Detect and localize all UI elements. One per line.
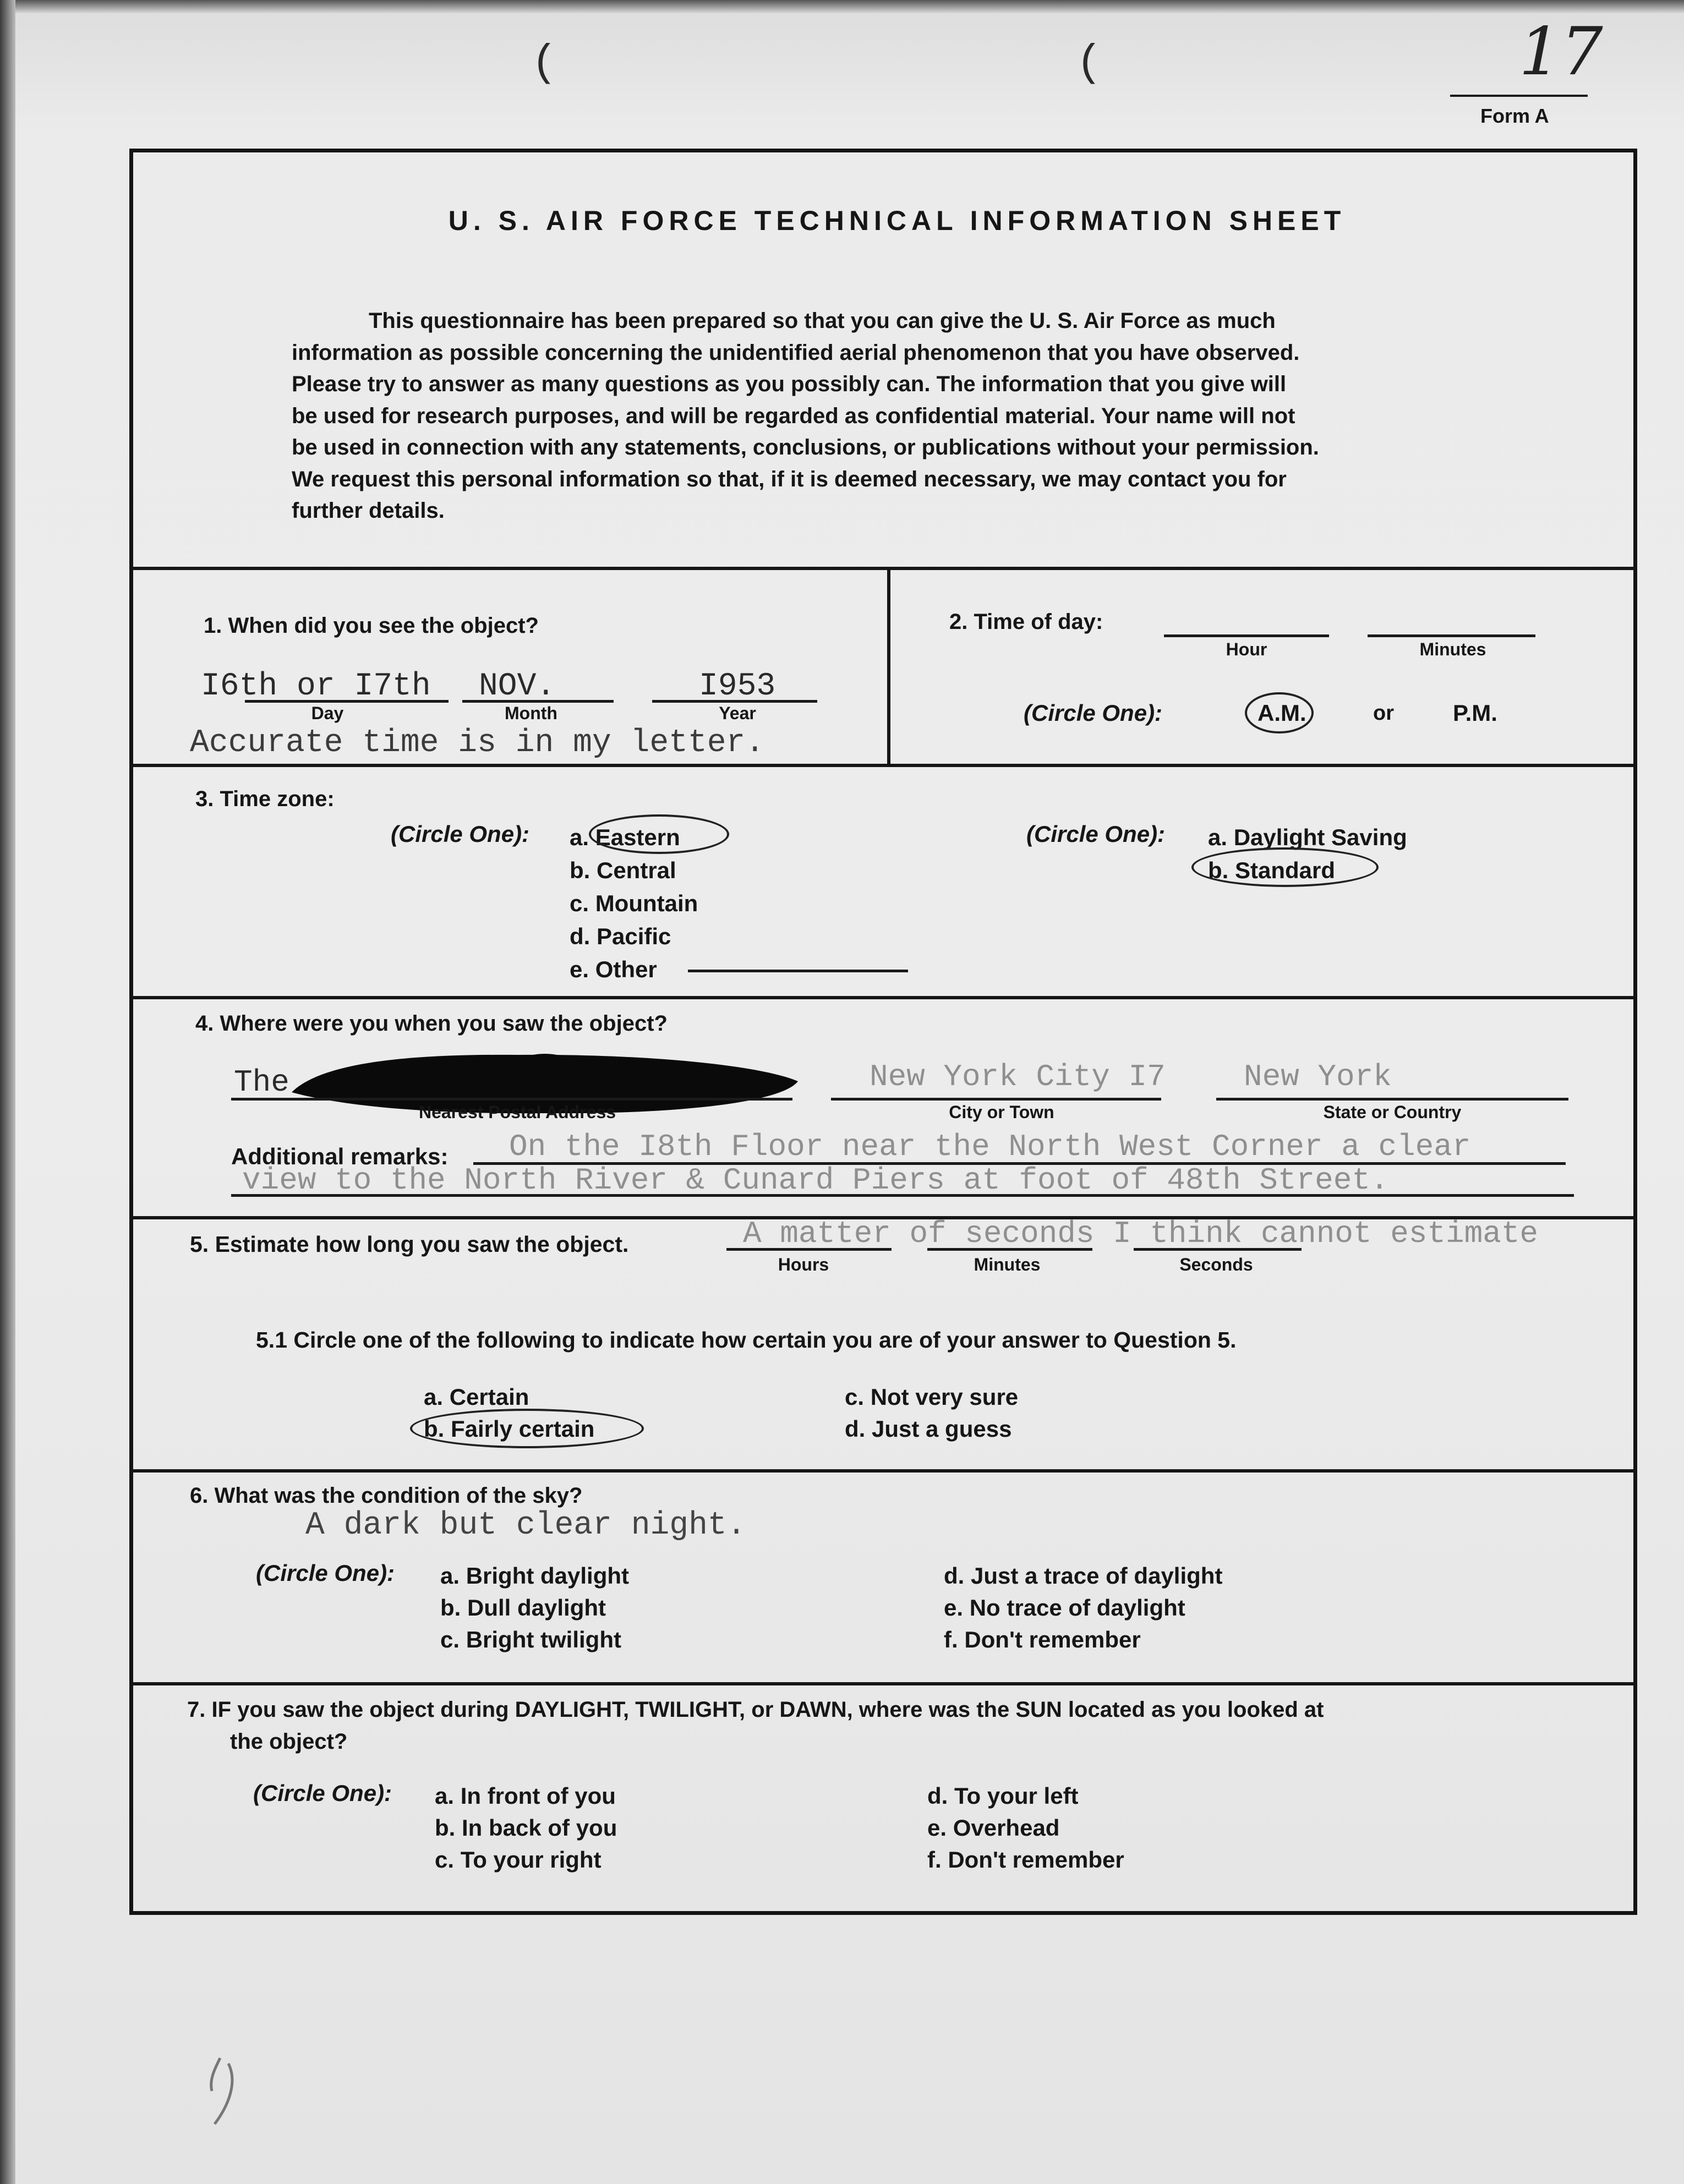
intro-line: be used for research purposes, and will be regarded as confidential material. Your name will not [292, 403, 1295, 428]
q7-option-overhead: e. Overhead [927, 1815, 1060, 1841]
q4-address-value: The [234, 1065, 289, 1100]
q1-note: Accurate time is in my letter. [190, 725, 765, 761]
scan-edge-left [0, 0, 15, 2184]
intro-line: information as possible concerning the unidentified aerial phenomenon that you have observed. [292, 340, 1300, 365]
q2-minutes-line [1368, 634, 1535, 637]
q7-options-right [927, 1780, 1124, 1876]
q1-question: 1. When did you see the object? [204, 614, 539, 638]
q2-hour-label: Hour [1226, 639, 1267, 659]
handwritten-page-number: 17 [1519, 14, 1603, 90]
q6-option-bright-daylight: a. Bright daylight [440, 1563, 630, 1589]
q3-circle-one-right: (Circle One): [1026, 821, 1166, 847]
handwritten-scribble [198, 2047, 264, 2130]
intro-paragraph [292, 305, 1480, 527]
q5-seconds-label: Seconds [1179, 1255, 1253, 1274]
divider-q6 [129, 1682, 1637, 1685]
q4-state-value: New York [1244, 1059, 1392, 1094]
intro-line: This questionnaire has been prepared so that you can give the U. S. Air Force as much [369, 309, 1276, 333]
q6-circle-one: (Circle One): [256, 1560, 395, 1586]
q1-month-value: NOV. [479, 669, 556, 704]
q4-question: 4. Where were you when you saw the object? [195, 1011, 668, 1036]
q4-address-label: Nearest Postal Address [418, 1102, 616, 1122]
q3-option-mountain: c. Mountain [570, 890, 698, 916]
q1-month-label: Month [505, 703, 557, 723]
q5-minutes-line [927, 1248, 1092, 1251]
q7-option-in-front: a. In front of you [435, 1783, 616, 1809]
q1-year-value: I953 [699, 669, 776, 704]
q3-option-eastern: a. Eastern [570, 824, 680, 850]
intro-line: further details. [292, 499, 445, 523]
intro-line: Please try to answer as many questions as you possibly can. The information that you give will [292, 372, 1287, 396]
margin-mark-right: ( [1076, 39, 1103, 89]
form-label: Form A [1480, 105, 1549, 127]
q3-question: 3. Time zone: [195, 787, 335, 811]
scan-edge-top [0, 0, 1684, 13]
q4-city-value: New York City I7 [870, 1059, 1166, 1094]
q4-city-label: City or Town [949, 1102, 1054, 1122]
q2-am-option: A.M. [1257, 700, 1306, 726]
q2-am-circle [1245, 692, 1314, 734]
q3-option-pacific: d. Pacific [570, 923, 671, 949]
q5-question: 5. Estimate how long you saw the object. [190, 1231, 629, 1257]
q4-remarks-line1: On the I8th Floor near the North West Corner a clear [509, 1129, 1471, 1164]
q7-question-line1: 7. IF you saw the object during DAYLIGHT, TWILIGHT, or DAWN, where was the SUN located as you looked at [187, 1698, 1324, 1722]
margin-mark-left: ( [531, 39, 558, 89]
q1-year-label: Year [719, 703, 756, 723]
q2-circle-one: (Circle One): [1024, 700, 1163, 726]
intro-line: be used in connection with any statements, conclusions, or publications without your permission. [292, 435, 1319, 459]
q6-option-dont-remember: f. Don't remember [944, 1627, 1141, 1652]
page-number-underline [1450, 95, 1588, 97]
q5-hours-label: Hours [778, 1255, 829, 1274]
q6-option-bright-twilight: c. Bright twilight [440, 1627, 621, 1652]
q5-answer: A matter of seconds I think cannot estimate [743, 1216, 1539, 1251]
q7-options-left [435, 1780, 617, 1876]
q6-question: 6. What was the condition of the sky? [190, 1484, 583, 1508]
q6-options-left [440, 1560, 629, 1656]
q6-option-dull-daylight: b. Dull daylight [440, 1595, 606, 1621]
q7-option-in-back: b. In back of you [435, 1815, 617, 1841]
q2-hour-line [1164, 634, 1329, 637]
q3-standard-circle [1191, 847, 1379, 887]
q6-options-right [944, 1560, 1222, 1656]
q6-option-trace-daylight: d. Just a trace of daylight [944, 1563, 1223, 1589]
q3-option-standard: b. Standard [1208, 857, 1336, 883]
q7-question [187, 1694, 1324, 1758]
divider-q5 [129, 1469, 1637, 1473]
q2-or: or [1373, 702, 1394, 725]
q3-option-central: b. Central [570, 857, 676, 883]
q7-option-left: d. To your left [927, 1783, 1079, 1809]
q3-eastern-circle [589, 814, 729, 854]
q6-option-no-trace: e. No trace of daylight [944, 1595, 1185, 1621]
q2-pm-option: P.M. [1453, 700, 1497, 726]
q4-remarks-underline-2 [231, 1194, 1574, 1197]
q7-question-line2: the object? [230, 1729, 348, 1754]
q4-state-line [1216, 1098, 1568, 1101]
q51-option-not-very-sure: c. Not very sure [845, 1384, 1019, 1410]
q5-hours-line [726, 1248, 892, 1251]
q3-option-other: e. Other [570, 956, 657, 982]
q1-day-label: Day [311, 703, 344, 723]
q51-option-just-a-guess: d. Just a guess [845, 1416, 1012, 1442]
q1-day-line [245, 700, 449, 703]
q6-answer: A dark but clear night. [305, 1508, 746, 1543]
q3-other-line [688, 970, 908, 972]
q5-minutes-label: Minutes [974, 1255, 1041, 1274]
form-title: U. S. AIR FORCE TECHNICAL INFORMATION SHEET [448, 205, 1346, 236]
q1-year-line [652, 700, 817, 703]
q4-remarks-label: Additional remarks: [231, 1143, 449, 1169]
q5-seconds-line [1134, 1248, 1302, 1251]
q1-month-line [462, 700, 614, 703]
q51-question: 5.1 Circle one of the following to indicate how certain you are of your answer to Question 5. [256, 1327, 1237, 1353]
q4-address-line [231, 1098, 792, 1101]
q4-remarks-line2: view to the North River & Cunard Piers at foot of 48th Street. [242, 1163, 1389, 1198]
divider-q3 [129, 996, 1637, 999]
q1-day-value: I6th or I7th [201, 669, 431, 704]
q51-fairly-certain-circle [410, 1409, 644, 1448]
q4-state-label: State or Country [1323, 1102, 1462, 1122]
divider-q2 [129, 764, 1637, 767]
intro-line: We request this personal information so that, if it is deemed necessary, we may contact you for [292, 467, 1287, 491]
q2-minutes-label: Minutes [1419, 639, 1486, 659]
q2-question: 2. Time of day: [949, 610, 1103, 634]
q3-option-daylight-saving: a. Daylight Saving [1208, 824, 1407, 850]
divider-q1-q2 [887, 567, 890, 765]
q7-circle-one: (Circle One): [253, 1780, 392, 1806]
divider-intro [129, 567, 1637, 570]
q7-option-dont-remember: f. Don't remember [927, 1847, 1124, 1873]
q51-option-certain: a. Certain [424, 1384, 529, 1410]
q51-options-right [845, 1381, 1018, 1445]
q51-option-fairly-certain: b. Fairly certain [424, 1416, 595, 1442]
q3-circle-one-left: (Circle One): [391, 821, 530, 847]
q4-city-line [831, 1098, 1161, 1101]
q7-option-right: c. To your right [435, 1847, 602, 1873]
